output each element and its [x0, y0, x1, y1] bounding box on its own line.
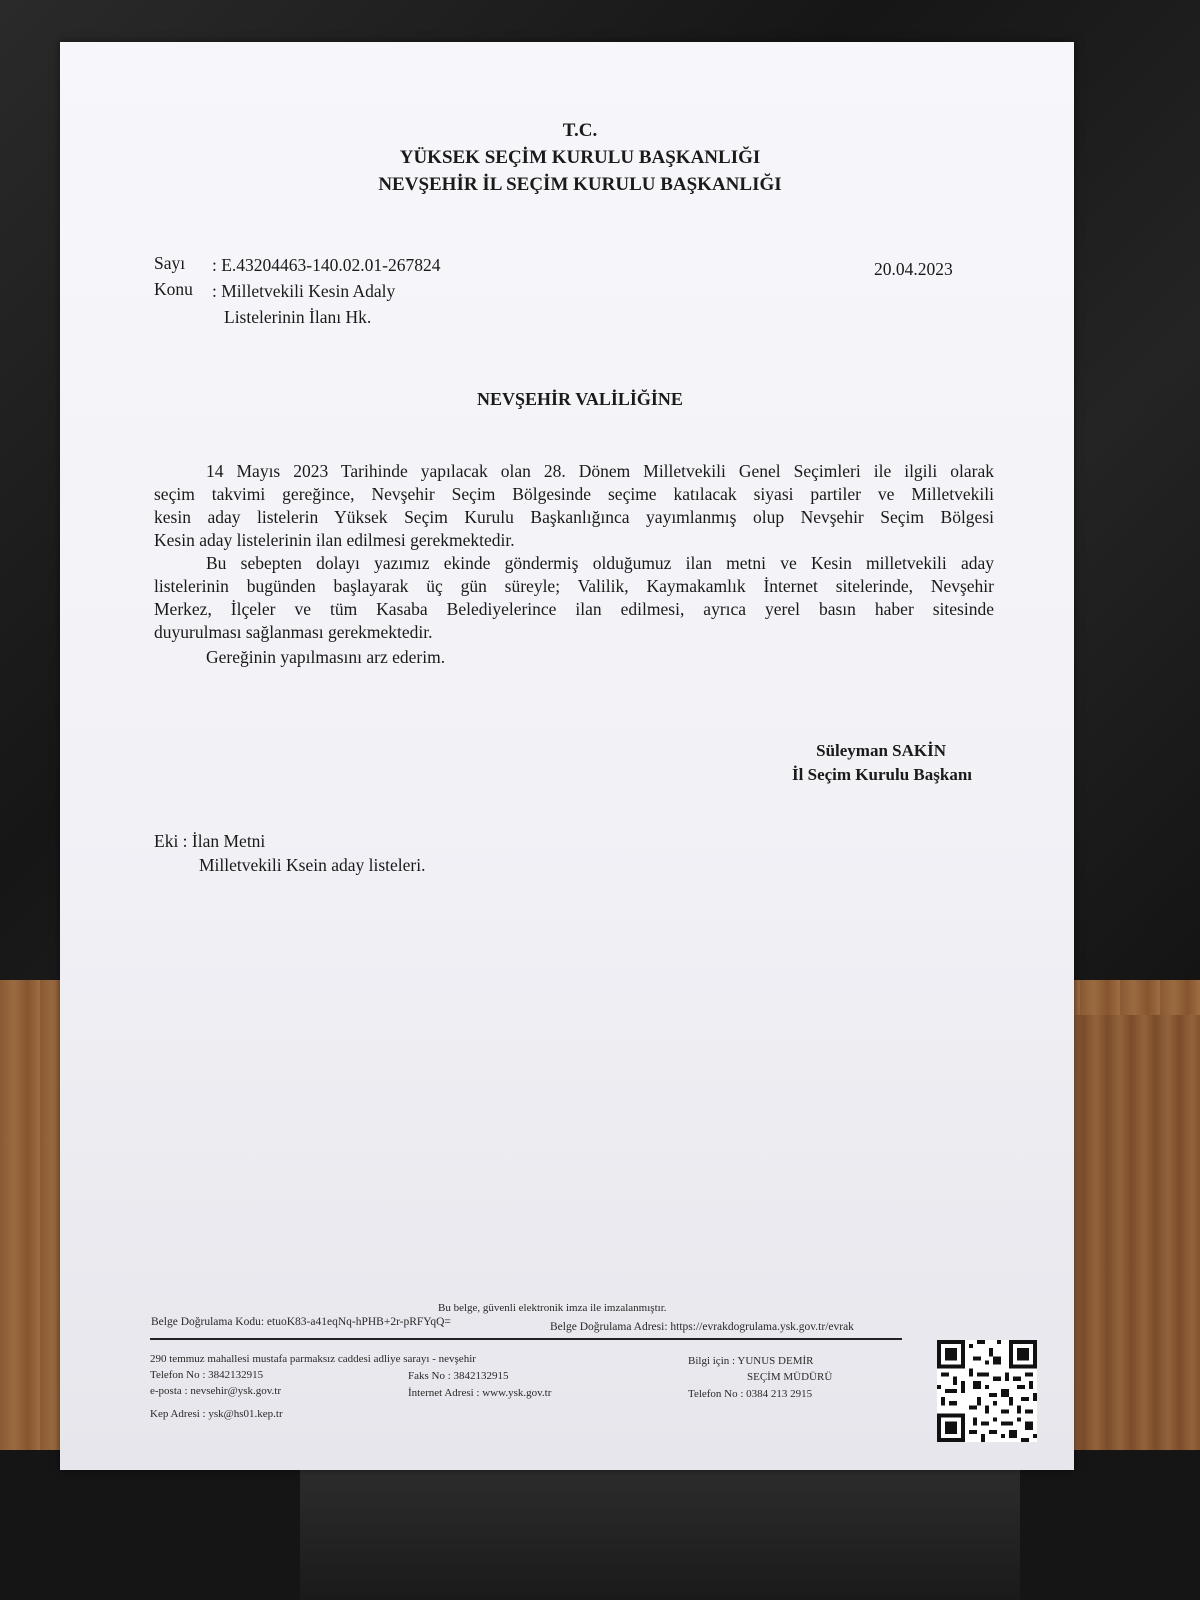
qr-code-icon	[937, 1340, 1037, 1442]
verification-code: Belge Doğrulama Kodu: etuoK83-a41eqNq-hPHB+2r-pRFYqQ=	[151, 1316, 451, 1328]
konu-value-line1: : Milletvekili Kesin Adaly	[212, 281, 396, 301]
background-bottom-object	[300, 1460, 1020, 1600]
konu-value-line2: Listelerinin İlanı Hk.	[224, 307, 372, 327]
konu-label: Konu	[154, 279, 193, 299]
body-p2-line: duyurulması sağlanması gerekmektedir.	[154, 622, 433, 642]
sayi-value: : E.43204463-140.02.01-267824	[212, 255, 441, 275]
body-p1-line: Kesin aday listelerinin ilan edilmesi gerekmektedir.	[154, 530, 515, 550]
sayi-label: Sayı	[154, 253, 186, 273]
header-tc: T.C.	[562, 120, 598, 141]
body-p2-line: Bu sebepten dolayı yazımız ekinde göndermiş olduğumuz ilan metni ve Kesin milletvekili aday	[206, 553, 994, 573]
header-nevsehir-isk: NEVŞEHİR İL SEÇİM KURULU BAŞKANLIĞI	[378, 174, 782, 195]
info-contact-title: SEÇİM MÜDÜRÜ	[747, 1371, 833, 1383]
info-contact-name: Bilgi için : YUNUS DEMİR	[688, 1355, 814, 1367]
body-paragraph-2	[154, 552, 994, 644]
body-p1-line: seçim takvimi gereğince, Nevşehir Seçim Bölgesinde seçime katılacak siyasi partiler ve Milletvekili	[154, 484, 994, 504]
esign-note: Bu belge, güvenli elektronik imza ile imzalanmıştır.	[438, 1302, 667, 1314]
attachments-label: Eki : İlan Metni	[154, 831, 266, 851]
verification-address: Belge Doğrulama Adresi: https://evrakdogrulama.ysk.gov.tr/evrak	[550, 1321, 854, 1333]
background-wooden-desk-right	[1060, 1015, 1200, 1455]
attachment-item-2: Milletvekili Ksein aday listeleri.	[199, 855, 426, 875]
header-ysk: YÜKSEK SEÇİM KURULU BAŞKANLIĞI	[399, 147, 761, 168]
info-contact-phone: Telefon No : 0384 213 2915	[688, 1388, 813, 1400]
office-address: 290 temmuz mahallesi mustafa parmaksız caddesi adliye sarayı - nevşehir	[150, 1353, 476, 1365]
body-p1-line: kesin aday listelerin Yüksek Seçim Kurulu Başkanlığınca yayımlanmış olup Nevşehir Seçim Bölgesi	[154, 507, 994, 527]
office-email: e-posta : nevsehir@ysk.gov.tr	[150, 1385, 282, 1397]
addressee: NEVŞEHİR VALİLİĞİNE	[477, 389, 683, 409]
office-fax: Faks No : 3842132915	[408, 1370, 509, 1382]
office-kep: Kep Adresi : ysk@hs01.kep.tr	[150, 1408, 283, 1420]
office-web: İnternet Adresi : www.ysk.gov.tr	[408, 1387, 552, 1399]
document-date: 20.04.2023	[874, 259, 953, 279]
signatory-title: İl Seçim Kurulu Başkanı	[792, 765, 972, 784]
body-p2-line: Merkez, İlçeler ve tüm Kasaba Belediyelerince ilan edilmesi, ayrıca yerel basın haber sitesinde	[154, 599, 994, 619]
body-p2-line: listelerinin bugünden başlayarak üç gün süreyle; Valilik, Kaymakamlık İnternet sitelerinde, Nevşehir	[154, 576, 994, 596]
body-paragraph-1	[154, 460, 994, 552]
body-closing: Gereğinin yapılmasını arz ederim.	[206, 647, 446, 667]
office-phone: Telefon No : 3842132915	[150, 1369, 264, 1381]
signatory-name: Süleyman SAKİN	[816, 741, 946, 760]
footer-divider	[150, 1338, 902, 1340]
body-p1-line: 14 Mayıs 2023 Tarihinde yapılacak olan 28. Dönem Milletvekili Genel Seçimleri ile ilgili olarak	[206, 461, 994, 481]
